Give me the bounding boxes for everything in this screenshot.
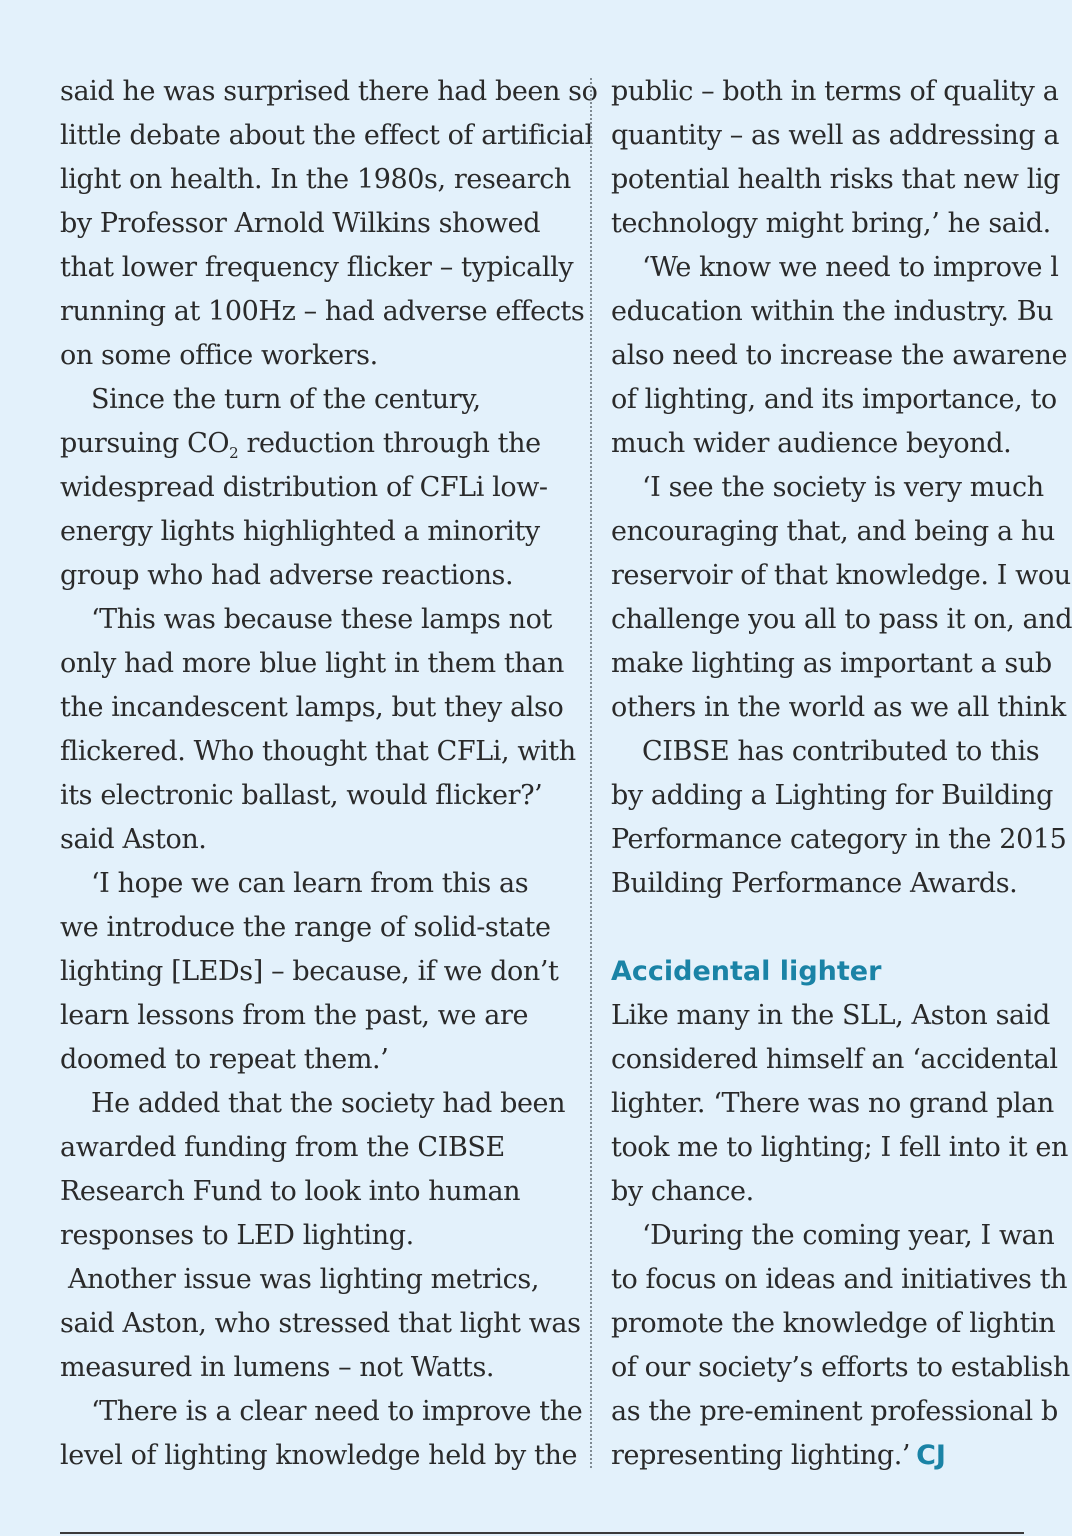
body-line: ‘During the coming year, I wan [642, 1220, 1055, 1251]
body-line: energy lights highlighted a minority [60, 516, 540, 547]
body-line: ‘This was because these lamps not [91, 604, 552, 635]
body-line: public – both in terms of quality a [611, 76, 1059, 107]
body-line-final [611, 1434, 1051, 1478]
body-line: by adding a Lighting for Building [611, 780, 1053, 811]
body-line: make lighting as important a sub [611, 648, 1052, 679]
body-line: light on health. In the 1980s, research [60, 164, 571, 195]
body-line: as the pre-eminent professional b [611, 1396, 1058, 1427]
body-line: flickered. Who thought that CFLi, with [60, 736, 576, 767]
left-column [60, 70, 598, 1478]
body-line: ‘We know we need to improve l [642, 252, 1059, 283]
body-line-co2 [60, 422, 570, 466]
body-line: Since the turn of the century, [91, 384, 481, 415]
right-column [611, 70, 1072, 1478]
body-line: education within the industry. Bu [611, 296, 1054, 327]
bottom-rule [60, 1532, 1024, 1534]
body-line: promote the knowledge of lightin [611, 1308, 1056, 1339]
body-line: running at 100Hz – had adverse effects [60, 296, 585, 327]
body-line: to focus on ideas and initiatives th [611, 1264, 1068, 1295]
body-line: Research Fund to look into human [60, 1176, 521, 1207]
author-signature: CJ [916, 1440, 946, 1471]
body-line: ‘I hope we can learn from this as [91, 868, 529, 899]
body-line: others in the world as we all think [611, 692, 1066, 723]
body-line: said he was surprised there had been so [60, 76, 598, 107]
body-line: learn lessons from the past, we are [60, 1000, 529, 1031]
body-line: little debate about the effect of artificial [60, 120, 593, 151]
body-line: doomed to repeat them.’ [60, 1044, 389, 1075]
body-line: group who had adverse reactions. [60, 560, 514, 591]
body-line: quantity – as well as addressing a [611, 120, 1060, 151]
body-line: by chance. [611, 1176, 754, 1207]
body-line: said Aston. [60, 824, 207, 855]
body-line: of lighting, and its importance, to [611, 384, 1057, 415]
body-line: much wider audience beyond. [611, 428, 1012, 459]
body-line: Another issue was lighting metrics, [68, 1264, 540, 1295]
body-line: measured in lumens – not Watts. [60, 1352, 495, 1383]
body-line: reservoir of that knowledge. I wou [611, 560, 1071, 591]
body-line: encouraging that, and being a hu [611, 516, 1055, 547]
co2-subscript: 2 [229, 444, 239, 462]
body-line: lighter. ‘There was no grand plan [611, 1088, 1054, 1119]
body-line: lighting [LEDs] – because, if we don’t [60, 956, 559, 987]
body-line: awarded funding from the CIBSE [60, 1132, 505, 1163]
body-line: He added that the society had been [91, 1088, 566, 1119]
body-line: the incandescent lamps, but they also [60, 692, 564, 723]
body-line: potential health risks that new lig [611, 164, 1061, 195]
body-line: of our society’s efforts to establish [611, 1352, 1070, 1383]
body-line: widespread distribution of CFLi low- [60, 472, 548, 503]
body-line: Building Performance Awards. [611, 868, 1018, 899]
body-line: said Aston, who stressed that light was [60, 1308, 581, 1339]
body-line: challenge you all to pass it on, and [611, 604, 1072, 635]
body-line: technology might bring,’ he said. [611, 208, 1051, 239]
body-line: took me to lighting; I fell into it en [611, 1132, 1068, 1163]
body-line: ‘There is a clear need to improve the [91, 1396, 583, 1427]
body-line: its electronic ballast, would flicker?’ [60, 780, 543, 811]
body-line: ‘I see the society is very much [642, 472, 1044, 503]
co2-prefix: pursuing CO [60, 428, 230, 459]
body-line: responses to LED lighting. [60, 1220, 414, 1251]
section-heading: Accidental lighter [611, 956, 882, 987]
body-line: Like many in the SLL, Aston said [611, 1000, 1050, 1031]
body-line: that lower frequency flicker – typically [60, 252, 574, 283]
body-line: by Professor Arnold Wilkins showed [60, 208, 541, 239]
body-line: on some office workers. [60, 340, 378, 371]
column-divider [590, 78, 592, 1468]
body-line: we introduce the range of solid-state [60, 912, 551, 943]
body-line: CIBSE has contributed to this [642, 736, 1040, 767]
body-line: Performance category in the 2015 [611, 824, 1067, 855]
body-line: level of lighting knowledge held by the [60, 1440, 578, 1471]
co2-suffix: reduction through the [238, 428, 541, 459]
body-line: considered himself an ‘accidental [611, 1044, 1058, 1075]
final-text: representing lighting.’ [611, 1440, 911, 1471]
body-line: only had more blue light in them than [60, 648, 564, 679]
body-line: also need to increase the awarene [611, 340, 1068, 371]
